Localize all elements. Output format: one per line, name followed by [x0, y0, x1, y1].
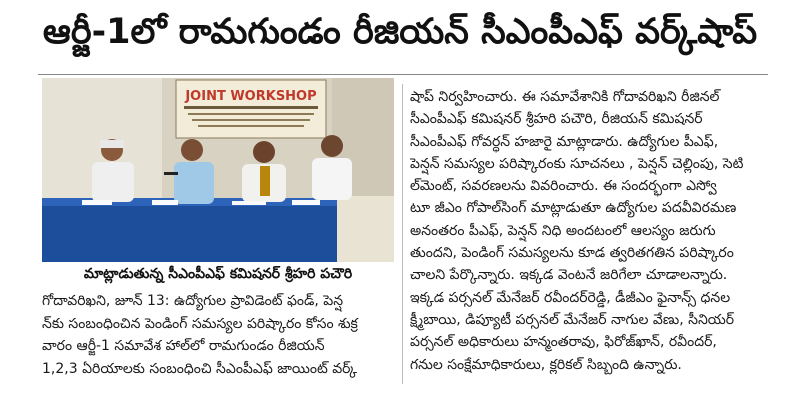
body-line: ల్‌మెంట్, సవరణలను వివరించారు. ఈ సందర్భంగా ఎస్వో [410, 178, 717, 195]
body-line: టూ జీఎం గోపాల్‌సింగ్ మాట్లాడుతూ ఉద్యోగుల పదవీవిరమణ [410, 200, 737, 217]
headline-rule [38, 74, 768, 75]
body-line: తుందని, పెండింగ్ సమస్యలను కూడ త్వరితగతిన పరిష్కారం [410, 245, 734, 262]
article-photo [42, 78, 394, 262]
body-line: సీఎంపీఎఫ్ కమిషనర్ శ్రీహరి పచౌరి, రీజియన్ కమిషనర్ [410, 111, 703, 128]
body-line: క్ష్మీబాయి, డిప్యూటీ పర్సనల్ మేనేజర్ నాగుల వేణు, సీనియర్ [410, 311, 735, 328]
article-body-right [410, 86, 762, 376]
body-line: షాప్ నిర్వహించారు. ఈ సమావేశానికి గోదావరిఖని రీజినల్ [410, 89, 720, 105]
article-headline: ఆర్జీ-1లో రామగుండం రీజియన్ సీఎంపీఎఫ్ వర్క్‌షాప్ [42, 12, 758, 52]
body-line: న్‌కు సంబంధించిన పెండింగ్ సమస్యల పరిష్కారం కోసం శుక్ర [42, 315, 358, 332]
column-divider [402, 84, 403, 384]
body-line: పర్సనల్ అధికారులు హన్మంతరావు, ఫిరోజ్‌ఖాన్, రవీందర్, [410, 334, 717, 351]
body-line: అనంతరం పీఎఫ్, పెన్షన్ నిధి అందటంలో ఆలస్యం జరుగు [410, 222, 716, 239]
body-line: ఇక్కడ పర్సనల్ మేనేజర్ రవీందర్‌రెడ్డి, డీజీఎం ఫైనాన్స్ ధనల [410, 289, 731, 306]
body-line: పెన్షన్ సమస్యల పరిష్కారంకు సూచనలు , పెన్షన్ చెల్లింపు, సెటి [410, 155, 744, 172]
photo-caption: మాట్లాడుతున్న సీఎంపీఎఫ్ కమిషనర్ శ్రీహరి పచౌరి [83, 265, 353, 282]
body-line: చాలని పేర్కొన్నారు. ఇక్కడ వెంటనే జరిగేలా చూడాలన్నారు. [410, 267, 728, 284]
body-line: వారం ఆర్జీ-1 సమావేశ హాల్‌లో రామగుండం రీజియన్ [42, 338, 325, 354]
body-line: గోదావరిఖని, జూన్ 13: ఉద్యోగుల ప్రావిడెంట్ ఫండ్, పెన్ష [42, 293, 344, 309]
body-line: సీఎంపీఎఫ్ గోవర్ధన్ హజారై మాట్లాడారు. ఉద్యోగుల పీఎఫ్, [410, 133, 719, 150]
body-line: 1,2,3 ఏరియాలకు సంబంధించి సీఎంపీఎఫ్ జాయింట్ వర్క్ [42, 360, 358, 377]
banner-title: JOINT WORKSHOP [185, 89, 317, 104]
article-body-left [42, 290, 396, 380]
body-line: గనుల సంక్షేమాధికారులు, క్లరికల్ సిబ్బంది ఉన్నారు. [410, 356, 682, 373]
